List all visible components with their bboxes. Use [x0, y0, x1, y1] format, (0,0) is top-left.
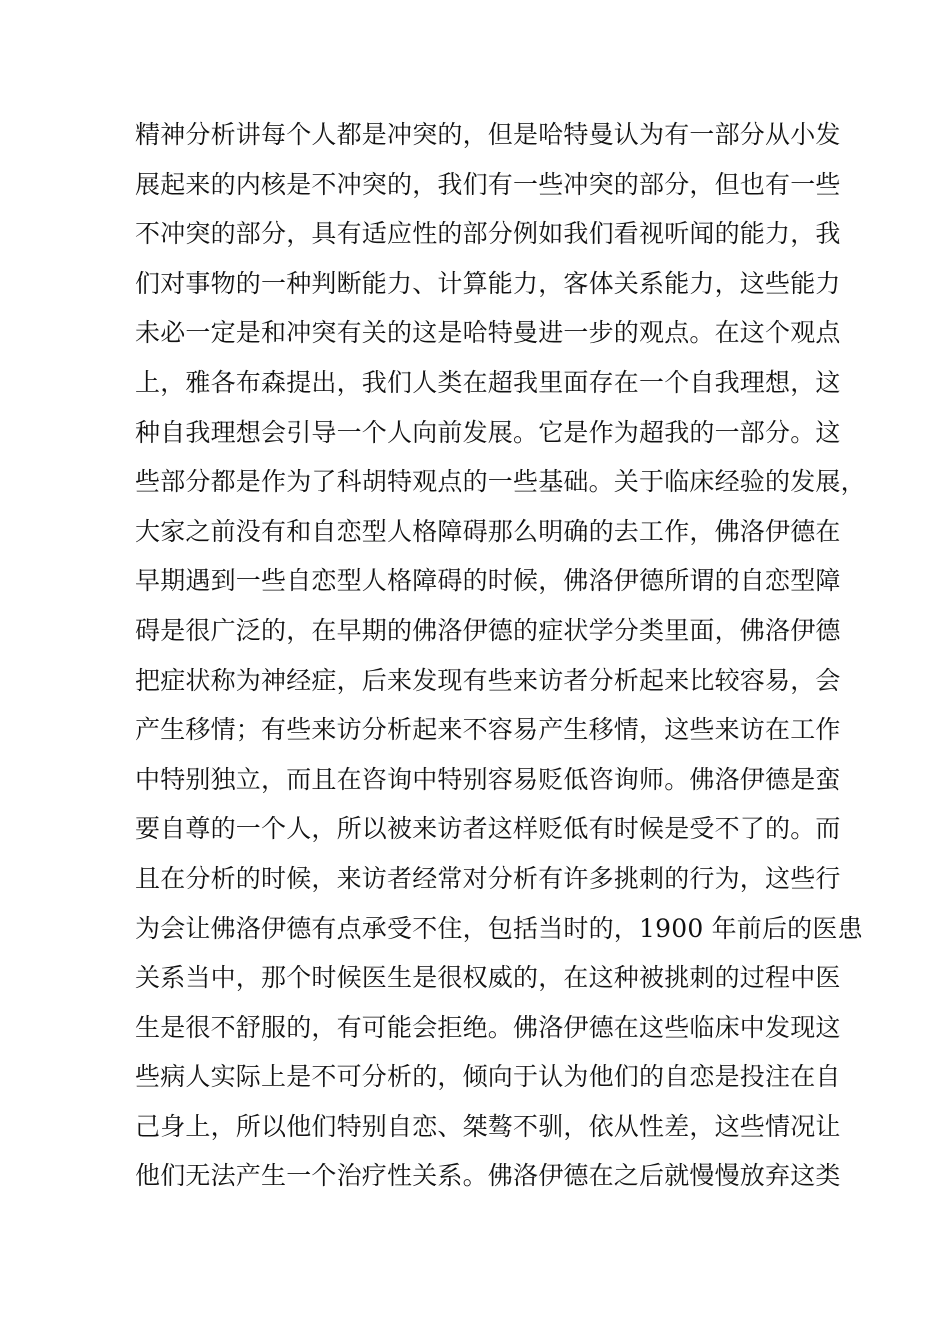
- text-line: 上，雅各布森提出，我们人类在超我里面存在一个自我理想，这: [135, 367, 841, 397]
- text-line: 未必一定是和冲突有关的这是哈特曼进一步的观点。在这个观点: [135, 318, 841, 348]
- text-line: 己身上，所以他们特别自恋、桀骜不驯，依从性差，这些情况让: [135, 1111, 841, 1141]
- text-line: 大家之前没有和自恋型人格障碍那么明确的去工作，佛洛伊德在: [135, 516, 841, 546]
- text-line: 把症状称为神经症，后来发现有些来访者分析起来比较容易，会: [135, 665, 841, 695]
- text-line: 中特别独立，而且在咨询中特别容易贬低咨询师。佛洛伊德是蛮: [135, 764, 841, 794]
- text-line: 精神分析讲每个人都是冲突的，但是哈特曼认为有一部分从小发: [135, 120, 841, 149]
- body-text: [135, 110, 866, 1201]
- text-line: 且在分析的时候，来访者经常对分析有许多挑刺的行为，这些行: [135, 863, 841, 893]
- text-line: 他们无法产生一个治疗性关系。佛洛伊德在之后就慢慢放弃这类: [135, 1161, 841, 1191]
- text-line: 展起来的内核是不冲突的，我们有一些冲突的部分，但也有一些: [135, 169, 841, 199]
- text-line: 产生移情；有些来访分析起来不容易产生移情，这些来访在工作: [135, 715, 841, 745]
- text-line: 早期遇到一些自恋型人格障碍的时候，佛洛伊德所谓的自恋型障: [135, 566, 841, 596]
- text-line: 们对事物的一种判断能力、计算能力，客体关系能力，这些能力: [135, 268, 841, 298]
- text-line: 要自尊的一个人，所以被来访者这样贬低有时候是受不了的。而: [135, 814, 841, 844]
- text-line: 不冲突的部分，具有适应性的部分例如我们看视听闻的能力，我: [135, 219, 841, 249]
- text-line: 些部分都是作为了科胡特观点的一些基础。关于临床经验的发展，: [135, 467, 866, 497]
- text-line: 碍是很广泛的，在早期的佛洛伊德的症状学分类里面，佛洛伊德: [135, 615, 841, 645]
- text-line: 关系当中，那个时候医生是很权威的，在这种被挑刺的过程中医: [135, 963, 841, 993]
- text-line: 种自我理想会引导一个人向前发展。它是作为超我的一部分。这: [135, 417, 841, 447]
- text-line: 为会让佛洛伊德有点承受不住，包括当时的，1900 年前后的医患: [135, 913, 863, 943]
- text-line: 生是很不舒服的，有可能会拒绝。佛洛伊德在这些临床中发现这: [135, 1012, 841, 1042]
- text-line: 些病人实际上是不可分析的，倾向于认为他们的自恋是投注在自: [135, 1062, 841, 1092]
